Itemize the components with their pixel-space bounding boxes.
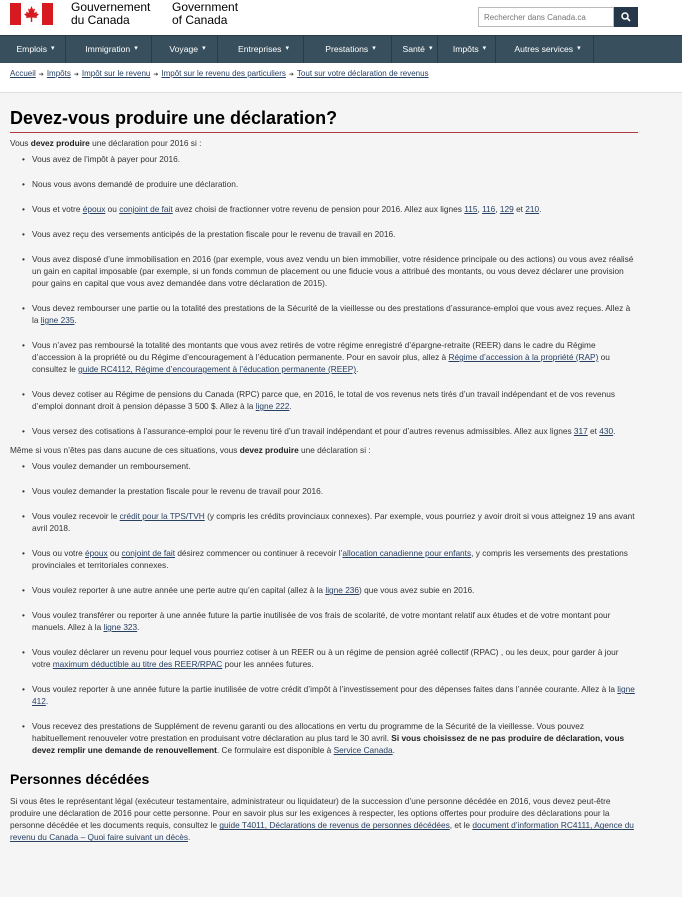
chevron-down-icon: ▾ bbox=[577, 45, 581, 53]
list-item: • Vous voulez transférer ou reporter à une année future la partie inutilisée de vos frais de scolarité, de votre montant relatif aux études et de votre montant pour manuels. Allez à la ligne 323. bbox=[22, 609, 638, 633]
nav-item-label: Autres services bbox=[514, 44, 574, 55]
nav-item-label: Santé bbox=[402, 44, 425, 55]
list-item: • Vous versez des cotisations à l’assurance-emploi pour le revenu tiré d’un travail indépendant et pour d’autres revenus admissibles. Allez aux lignes 317 et 430. bbox=[22, 425, 638, 437]
list-item: • Vous n’avez pas remboursé la totalité des montants que vous avez retirés de votre régime enregistré d’épargne-retraite (REER) dans le cadre du Régime d’accession à la propriété ou du Régime d’encouragement à l’éducation permanente. Pour en savoir plus, allez à Régime d’accession à la propriété (RAP) ou consultez le guide RC4112, Régime d’encouragement à l’éducation permanente (REEP). bbox=[22, 339, 638, 375]
inline-link[interactable]: conjoint de fait bbox=[119, 204, 173, 215]
nav-item-label: Emplois bbox=[16, 44, 48, 55]
inline-link[interactable]: 116 bbox=[482, 204, 496, 215]
search-input[interactable] bbox=[478, 7, 614, 27]
nav-item-emplois[interactable] bbox=[0, 36, 66, 63]
inline-link[interactable]: guide RC4112, Régime d’encouragement à l’éducation permanente (REEP) bbox=[78, 364, 357, 375]
list-item: • Nous vous avons demandé de produire une déclaration. bbox=[22, 178, 638, 190]
signature-line: Government bbox=[172, 0, 239, 14]
list-item: • Vous devez cotiser au Régime de pensions du Canada (RPC) parce que, en 2016, le total de vos revenus nets tirés d’un travail indépendant et de vos revenus d’emploi donnant droit à pension dépasse 3 500 $. Allez à la ligne 222. bbox=[22, 388, 638, 412]
inline-link[interactable]: crédit pour la TPS/TVH bbox=[119, 511, 205, 522]
list-item: • Vous avez de l’impôt à payer pour 2016. bbox=[22, 153, 638, 165]
nav-item-label: Prestations bbox=[325, 44, 369, 55]
nav-item-immigration[interactable] bbox=[66, 36, 152, 63]
search-button[interactable] bbox=[614, 7, 638, 27]
nav-item-voyage[interactable] bbox=[152, 36, 218, 63]
chevron-down-icon: ▾ bbox=[51, 45, 55, 53]
nav-item-impôts[interactable] bbox=[438, 36, 496, 63]
inline-link[interactable]: ligne 236 bbox=[325, 585, 360, 596]
inline-link[interactable]: 129 bbox=[499, 204, 514, 215]
inline-link[interactable]: document d’information RC4111, Agence du revenu du Canada – Quoi faire suivant un décès bbox=[10, 820, 634, 843]
inline-link[interactable]: époux bbox=[85, 548, 108, 559]
list-item: • Vous et votre époux ou conjoint de fait avez choisi de fractionner votre revenu de pension pour 2016. Allez aux lignes 115, 116, 129 et 210. bbox=[22, 203, 638, 215]
arrow-right-icon: ➔ bbox=[153, 72, 159, 78]
intro-text: Vous devez produire une déclaration pour 2016 si : bbox=[10, 138, 202, 148]
emphasis-text: Si vous choisissez de ne pas produire de déclaration, vous devez remplir une demande de renouvellement bbox=[32, 733, 625, 756]
inline-link[interactable]: 317 bbox=[573, 426, 588, 437]
nav-item-autres-services[interactable] bbox=[496, 36, 594, 63]
inline-link[interactable]: 210 bbox=[525, 204, 540, 215]
list-item: • Vous voulez demander un remboursement. bbox=[22, 460, 638, 472]
arrow-right-icon: ➔ bbox=[73, 72, 79, 78]
breadcrumb-link[interactable]: Impôt sur le revenu bbox=[81, 69, 151, 78]
breadcrumb-link[interactable]: Tout sur votre déclaration de revenus bbox=[296, 69, 429, 78]
government-signature-en[interactable] bbox=[172, 1, 238, 27]
government-signature-fr[interactable] bbox=[71, 1, 150, 27]
breadcrumb bbox=[10, 68, 429, 80]
arrow-right-icon: ➔ bbox=[38, 72, 44, 78]
nav-item-label: Entreprises bbox=[238, 44, 282, 55]
search-icon bbox=[621, 12, 631, 22]
nav-item-entreprises[interactable] bbox=[218, 36, 304, 63]
arrow-right-icon: ➔ bbox=[288, 72, 294, 78]
nav-item-santé[interactable] bbox=[392, 36, 438, 63]
list-item: • Vous avez disposé d’une immobilisation en 2016 (par exemple, vous avez vendu un bien immobilier, votre résidence principale ou des actions) ou vous avez réalisé un gain en capital imposable (par exemple, si un fonds commun de placement ou une fiducie vous a attribué des montants, ou vous devez déclarer une provision pour gains en capital que vous avez demandée dans votre déclaration de 2015). bbox=[22, 253, 638, 289]
nav-item-prestations[interactable] bbox=[304, 36, 392, 63]
list-item: • Vous voulez recevoir le crédit pour la TPS/TVH (y compris les crédits provinciaux connexes). Par exemple, vous pourriez y avoir droit si vous atteignez 19 ans avant avril 2018. bbox=[22, 510, 638, 534]
list-item: • Vous avez reçu des versements anticipés de la prestation fiscale pour le revenu de travail en 2016. bbox=[22, 228, 638, 240]
chevron-down-icon: ▾ bbox=[428, 45, 433, 53]
signature-line: of Canada bbox=[172, 13, 228, 27]
inline-link[interactable]: guide T4011, Déclarations de revenus de personnes décédées bbox=[219, 820, 450, 831]
list-item: • Vous voulez demander la prestation fiscale pour le revenu de travail pour 2016. bbox=[22, 485, 638, 497]
breadcrumb-link[interactable]: Impôt sur le revenu des particuliers bbox=[161, 69, 286, 78]
main-content bbox=[10, 107, 638, 843]
inline-link[interactable]: ligne 222 bbox=[255, 401, 290, 412]
conditions-list bbox=[10, 153, 638, 437]
inline-link[interactable]: Service Canada bbox=[333, 745, 393, 756]
nav-item-label: Impôts bbox=[452, 44, 479, 55]
list-item: • Vous voulez reporter à une année future la partie inutilisée de votre crédit d’impôt à l’investissement pour des dépenses faites dans l’année courante. Allez à la ligne 412. bbox=[22, 683, 638, 707]
inline-link[interactable]: conjoint de fait bbox=[121, 548, 176, 559]
chevron-down-icon: ▾ bbox=[202, 45, 206, 53]
list-item: • Vous voulez déclarer un revenu pour lequel vous pourriez cotiser à un REER ou à un régime de pension agréé collectif (RPAC) , ou les deux, pour garder à jour votre maximum déductible au titre des REER/RPAC pour les années futures. bbox=[22, 646, 638, 670]
inline-link[interactable]: maximum déductible au titre des REER/RPAC bbox=[52, 659, 223, 670]
inline-link[interactable]: Régime d’accession à la propriété (RAP) bbox=[448, 352, 599, 363]
list-item: • Vous ou votre époux ou conjoint de fait désirez commencer ou continuer à recevoir l’allocation canadienne pour enfants, y compris les versements des prestations provinciales et territoriales connexes. bbox=[22, 547, 638, 571]
inline-link[interactable]: allocation canadienne pour enfants bbox=[342, 548, 472, 559]
nav-item-label: Voyage bbox=[169, 44, 199, 55]
section-title-deceased: Personnes décédées bbox=[10, 771, 150, 788]
signature-line: Gouvernement bbox=[71, 0, 151, 14]
canada-flag-icon bbox=[10, 3, 53, 25]
inline-link[interactable]: époux bbox=[82, 204, 106, 215]
chevron-down-icon: ▾ bbox=[482, 45, 487, 53]
deceased-paragraph: Si vous êtes le représentant légal (exécuteur testamentaire, administrateur ou liquidateur) de la succession d’une personne décédée en 2016, vous devez peut-être produire une déclaration de 2016 pour cette personne. Pour en savoir plus sur les exigences à respecter, les options offertes pour produire des déclarations pour la personne décédée et les documents requis, consultez le guide T4011, Déclarations de revenus de personnes décédées, et le document d’information RC4111, Agence du revenu du Canada – Quoi faire suivant un décès. bbox=[10, 796, 634, 843]
nav-item-label: Immigration bbox=[85, 44, 131, 55]
breadcrumb-link[interactable]: Accueil bbox=[10, 69, 36, 78]
inline-link[interactable]: ligne 412 bbox=[32, 684, 635, 707]
list-item: • Vous recevez des prestations de Supplément de revenu garanti ou des allocations en vertu du programme de la Sécurité de la vieillesse. Vous pouvez habituellement renouveler votre prestation en produisant votre déclaration au plus tard le 30 avril. Si vous choisissez de ne pas produire de déclaration, vous devez remplir une demande de renouvellement. Ce formulaire est disponible à Service Canada. bbox=[22, 720, 638, 756]
site-header bbox=[0, 0, 682, 34]
chevron-down-icon: ▾ bbox=[285, 45, 289, 53]
mid-text: Même si vous n’êtes pas dans aucune de ces situations, vous devez produire une déclaration si : bbox=[10, 445, 371, 456]
list-item: • Vous voulez reporter à une autre année une perte autre qu’en capital (allez à la ligne 236) que vous avez subie en 2016. bbox=[22, 584, 638, 596]
page-title: Devez-vous produire une déclaration? bbox=[10, 107, 638, 133]
chevron-down-icon: ▾ bbox=[134, 45, 138, 53]
inline-link[interactable]: ligne 235 bbox=[40, 315, 75, 326]
optional-conditions-list bbox=[10, 460, 638, 756]
inline-link[interactable]: 115 bbox=[464, 204, 478, 215]
breadcrumb-link[interactable]: Impôts bbox=[46, 69, 71, 78]
inline-link[interactable]: 430 bbox=[599, 426, 614, 437]
main-menu bbox=[0, 35, 682, 63]
search-form bbox=[478, 7, 638, 27]
chevron-down-icon: ▾ bbox=[372, 45, 376, 53]
signature-line: du Canada bbox=[71, 13, 130, 27]
list-item: • Vous devez rembourser une partie ou la totalité des prestations de la Sécurité de la vieillesse ou des prestations d’assurance-emploi que vous avez reçues. Allez à la ligne 235. bbox=[22, 302, 638, 326]
inline-link[interactable]: ligne 323 bbox=[103, 622, 138, 633]
